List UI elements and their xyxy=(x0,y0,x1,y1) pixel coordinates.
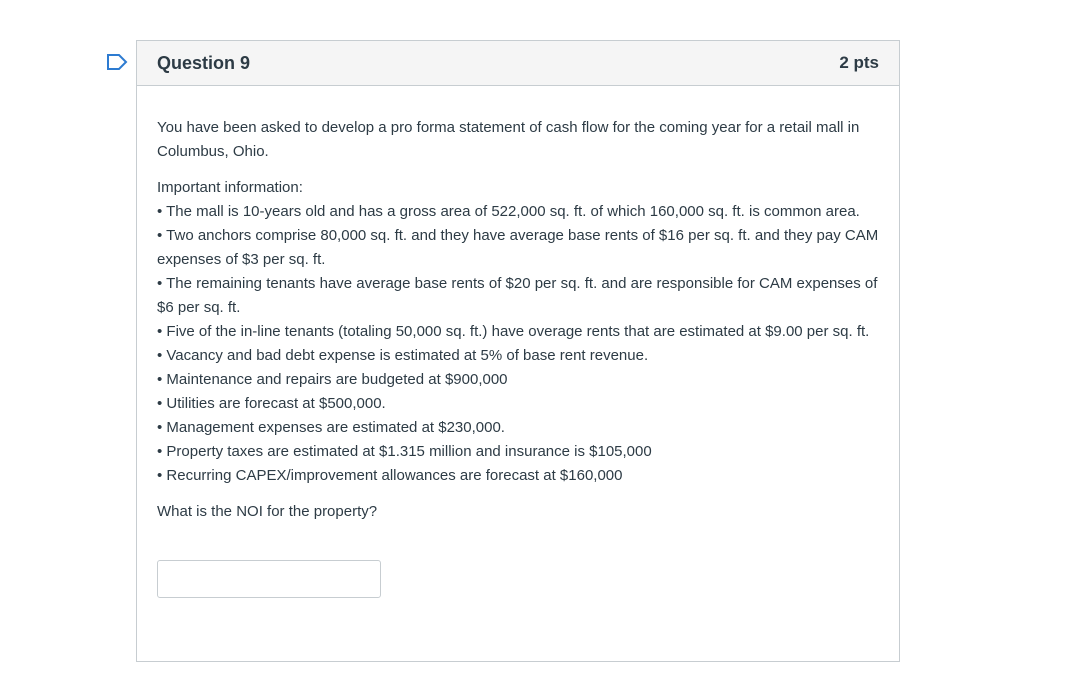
question-prompt: What is the NOI for the property? xyxy=(157,503,378,520)
important-information xyxy=(157,176,879,488)
info-bullet: • Vacancy and bad debt expense is estimated at 5% of base rent revenue. xyxy=(157,347,649,364)
info-bullet: • Maintenance and repairs are budgeted at $900,000 xyxy=(157,371,508,388)
question-points: 2 pts xyxy=(839,53,879,72)
info-heading: Important information: xyxy=(157,179,303,196)
question-intro: You have been asked to develop a pro forma statement of cash flow for the coming year for a retail mall in Columbus, Ohio. xyxy=(157,119,860,160)
info-bullet: • Management expenses are estimated at $230,000. xyxy=(157,419,505,436)
info-bullet: • The remaining tenants have average base rents of $20 per sq. ft. and are responsible for CAM expenses of $6 per sq. ft. xyxy=(157,275,878,316)
question-card xyxy=(136,40,900,662)
flag-question-icon[interactable] xyxy=(106,53,128,71)
info-bullet: • Recurring CAPEX/improvement allowances are forecast at $160,000 xyxy=(157,467,623,484)
info-bullet: • Property taxes are estimated at $1.315 million and insurance is $105,000 xyxy=(157,443,652,460)
question-title: Question 9 xyxy=(157,52,251,73)
info-bullet: • Utilities are forecast at $500,000. xyxy=(157,395,386,412)
answer-input[interactable] xyxy=(157,560,381,598)
info-bullet: • The mall is 10-years old and has a gross area of 522,000 sq. ft. of which 160,000 sq. ft. is common area. xyxy=(157,203,860,220)
question-header xyxy=(137,41,899,86)
info-bullet: • Two anchors comprise 80,000 sq. ft. and they have average base rents of $16 per sq. ft. and they pay CAM expenses of $3 per sq. ft. xyxy=(157,227,879,268)
info-bullet: • Five of the in-line tenants (totaling 50,000 sq. ft.) have overage rents that are estimated at $9.00 per sq. ft. xyxy=(157,323,870,340)
question-body xyxy=(137,86,899,598)
